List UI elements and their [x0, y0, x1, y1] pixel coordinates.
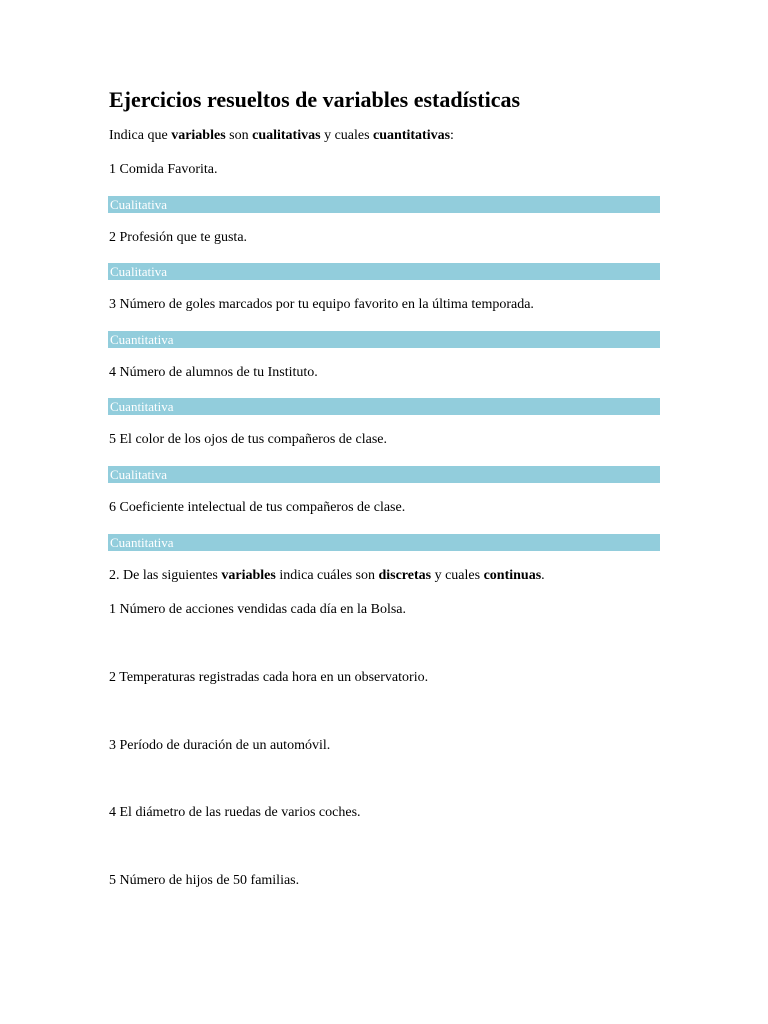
intro-bold-term: cuantitativas	[373, 128, 451, 143]
exercise2-question-5: 5 Número de hijos de 50 familias.	[109, 873, 300, 888]
exercise1-answer-4: Cuantitativa	[108, 398, 660, 415]
exercise1-answer-1: Cualitativa	[108, 196, 660, 213]
exercise1-intro	[109, 127, 454, 145]
exercise2-question-1: 1 Número de acciones vendidas cada día en la Bolsa.	[109, 602, 407, 617]
intro-text: Indica que	[109, 128, 172, 143]
exercise1-question-3: 3 Número de goles marcados por tu equipo favorito en la última temporada.	[109, 297, 534, 312]
exercise1-question-5: 5 El color de los ojos de tus compañeros de clase.	[109, 432, 387, 447]
intro-text: .	[541, 568, 545, 583]
exercise2-question-2: 2 Temperaturas registradas cada hora en un observatorio.	[109, 670, 429, 685]
exercise2-question-4: 4 El diámetro de las ruedas de varios coches.	[109, 805, 361, 820]
intro-bold-term: variables	[221, 568, 276, 583]
exercise1-question-4: 4 Número de alumnos de tu Instituto.	[109, 365, 318, 380]
exercise1-question-1: 1 Comida Favorita.	[109, 162, 218, 177]
intro-text: indica cuáles son	[275, 568, 379, 583]
intro-bold-term: discretas	[378, 568, 432, 583]
exercise2-question-3: 3 Período de duración de un automóvil.	[109, 738, 331, 753]
intro-text: y cuales	[320, 128, 374, 143]
intro-text: y cuales	[431, 568, 484, 583]
exercise1-answer-2: Cualitativa	[108, 263, 660, 280]
page-title: Ejercicios resueltos de variables estadísticas	[109, 87, 521, 112]
intro-text: :	[450, 128, 454, 143]
exercise1-answer-3: Cuantitativa	[108, 331, 660, 348]
exercise1-answer-5: Cualitativa	[108, 466, 660, 483]
exercise2-intro	[109, 567, 545, 585]
intro-bold-term: cualitativas	[252, 128, 321, 143]
intro-bold-term: continuas	[483, 568, 542, 583]
intro-text: son	[225, 128, 253, 143]
exercise1-answer-6: Cuantitativa	[108, 534, 660, 551]
exercise1-question-6: 6 Coeficiente intelectual de tus compañeros de clase.	[109, 500, 406, 515]
exercise1-question-2: 2 Profesión que te gusta.	[109, 230, 248, 245]
intro-text: 2. De las siguientes	[109, 568, 222, 583]
intro-bold-term: variables	[171, 128, 226, 143]
